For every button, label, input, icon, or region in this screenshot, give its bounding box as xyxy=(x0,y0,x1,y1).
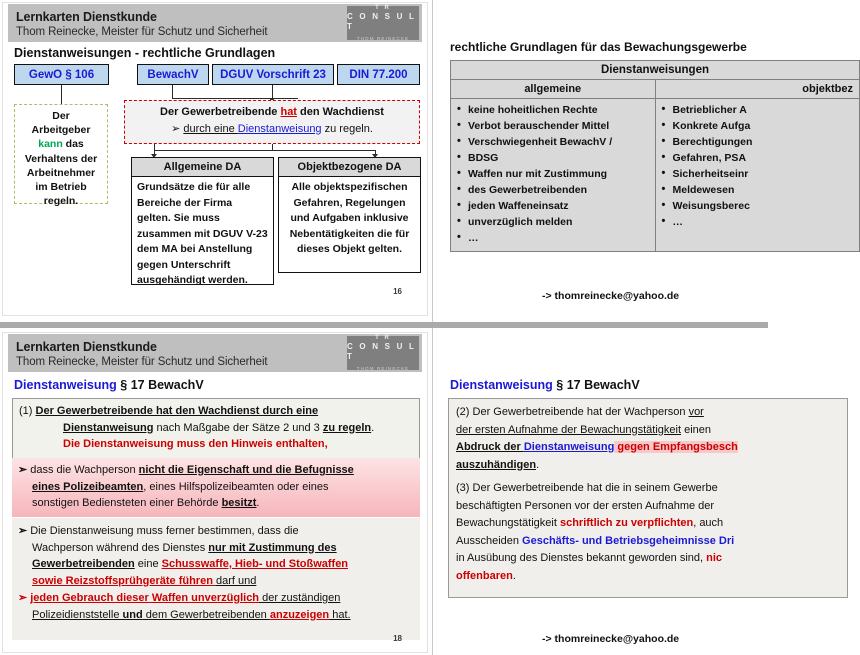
b3-t7: hat. xyxy=(329,608,351,621)
slide-19[interactable] xyxy=(436,330,768,655)
red-word-hat: hat xyxy=(280,106,297,118)
law-box-din[interactable]: DIN 77.200 xyxy=(337,64,420,85)
green-line-6: im Betrieb xyxy=(35,181,87,194)
b1-t6: besitzt xyxy=(221,497,257,509)
green-line-7: regeln. xyxy=(43,195,79,208)
slide-header-band xyxy=(8,4,422,42)
arrow-bullet-icon-red: ➢ xyxy=(18,592,28,604)
b2-t6: Schusswaffe, Hieb- und Stoßwaffen xyxy=(161,558,349,570)
p2-7: gegen Empfangsbesch xyxy=(614,441,738,453)
bullet-1-text xyxy=(18,462,414,512)
list-item-cont: • Berechtigungen xyxy=(662,135,856,150)
list-item-cont: • unverzüglich melden xyxy=(457,215,651,230)
p3-4: schriftlich zu verpflichten xyxy=(559,517,694,529)
b3-t6: anzuzeigen xyxy=(269,608,330,621)
list-item: • … xyxy=(457,231,651,246)
logo-line-tr: T R xyxy=(375,335,391,341)
p2-2: vor xyxy=(688,406,704,418)
p3-1: Der Gewerbetreibende hat die in seinem Gewerbe xyxy=(469,482,718,494)
p3-5: , auch xyxy=(693,517,724,529)
p2-5: Abdruck der xyxy=(456,441,524,453)
column-header-allgemeine: allgemeine xyxy=(451,80,655,99)
b3-t5: dem Gewerbetreibenden xyxy=(142,608,270,621)
list-item-cont: • des Gewerbetreibenden xyxy=(457,183,651,198)
table-objektbezogene-da[interactable] xyxy=(278,157,421,273)
p3-9: nic xyxy=(706,552,723,564)
b2-t3: nur mit Zustimmung des xyxy=(208,541,337,554)
red-line-2 xyxy=(129,121,415,138)
header-subtitle: Thom Reinecke, Meister für Schutz und Sicherheit xyxy=(16,356,268,368)
header-subtitle: Thom Reinecke, Meister für Schutz und Sicherheit xyxy=(16,26,268,38)
logo-line-consult: C O N S U L T xyxy=(347,342,416,361)
red-word-dienstanweisung: Dienstanweisung xyxy=(237,123,322,135)
b2-t8: darf und xyxy=(215,574,257,587)
list-item: • jeden Waffeneinsatz xyxy=(457,199,651,214)
arrow-bullet-icon: ➢ xyxy=(18,464,28,476)
b2-t4: Gewerbetreibenden xyxy=(32,558,135,570)
page-title-blue: Dienstanweisung xyxy=(450,378,553,392)
list-item: • … xyxy=(662,215,856,230)
p3-11: . xyxy=(512,569,516,582)
slide-header-band xyxy=(8,334,422,372)
connector-bewachv-down xyxy=(172,85,173,98)
page-number: 16 xyxy=(393,287,402,296)
p2-8: auszuhändigen xyxy=(456,458,537,471)
list-item: • Verbot berauschender Mittel xyxy=(457,119,651,134)
connector-gewo xyxy=(61,85,62,104)
para-1-line1: Der Gewerbetreibende hat den Wachdienst durch eine xyxy=(35,405,319,417)
green-line-1: Der xyxy=(52,110,70,122)
logo-line-tr: T R xyxy=(375,5,391,11)
bullets-2-3-box xyxy=(12,518,420,640)
b1-t2: nicht die Eigenschaft und die Befugnisse xyxy=(138,464,354,476)
para-3-number: (3) xyxy=(456,482,470,494)
list-item: • Verschwiegenheit BewachV / xyxy=(457,135,651,150)
b1-t3: eines Polizeibeamten xyxy=(32,480,144,493)
b3-t2: der zuständigen xyxy=(259,592,341,604)
slide-16[interactable] xyxy=(0,0,430,318)
b2-t1: Die Dienstanweisung muss ferner bestimmen, dass die xyxy=(30,525,299,537)
dienstanweisungen-table[interactable] xyxy=(450,60,860,252)
list-item-cont: • BDSG xyxy=(457,151,651,166)
para-1-number: (1) xyxy=(19,405,33,417)
list-item: • Gefahren, PSA xyxy=(662,151,856,166)
green-word-kann: kann xyxy=(38,138,63,151)
header-text-block xyxy=(8,4,347,42)
slide-18[interactable] xyxy=(0,330,430,655)
list-item: • Waffen nur mit Zustimmung xyxy=(457,167,651,182)
p2-9: . xyxy=(536,458,540,471)
table-columns xyxy=(451,80,859,251)
law-box-bewachv[interactable]: BewachV xyxy=(137,64,209,85)
b3-t3: Polizeidienststelle xyxy=(32,608,123,621)
page-title: rechtliche Grundlagen für das Bewachungsgewerbe xyxy=(450,40,747,54)
b2-t5: eine xyxy=(134,558,162,570)
list-item: • Betrieblicher A xyxy=(662,103,856,118)
table-column-allgemeine xyxy=(451,80,655,251)
column-header-objektbezogene: objektbez xyxy=(656,80,860,99)
b1-t1: dass die Wachperson xyxy=(30,464,139,476)
paragraph-2-3-box xyxy=(448,398,848,598)
red-l2-b: zu regeln. xyxy=(321,123,373,135)
list-item: • Konkrete Aufga xyxy=(662,119,856,134)
para-1-line2-u2: zu regeln xyxy=(322,421,372,434)
p3-10: offenbaren xyxy=(456,569,513,582)
slide-17[interactable] xyxy=(436,0,853,318)
p2-1: Der Gewerbetreibende hat der Wachperson xyxy=(469,406,689,418)
tr-consult-logo xyxy=(347,336,419,370)
red-mid: den Wachdienst xyxy=(296,106,384,118)
list-item: • Weisungsberec xyxy=(662,199,856,214)
law-box-dguv[interactable]: DGUV Vorschrift 23 xyxy=(212,64,334,85)
paragraph-1-box xyxy=(12,398,420,459)
table-allgemeine-header: Allgemeine DA xyxy=(132,158,273,177)
p3-6: Ausscheiden xyxy=(456,534,523,547)
red-lead: Der Gewerbetreibende xyxy=(160,106,281,118)
column-list-objektbezogene xyxy=(656,99,860,235)
header-text-block xyxy=(8,334,347,372)
table-objektbezogene-body: Alle objektspezifischen Gefahren, Regelungen und Aufgaben inklusive Nebentätigkeiten die für dieses Objekt gelten. xyxy=(289,181,410,255)
logo-line-name: THOM REINECKE xyxy=(356,36,410,41)
red-l2-a: durch eine xyxy=(183,123,238,135)
para-2-text xyxy=(456,404,840,474)
header-title: Lernkarten Dienstkunde xyxy=(16,10,157,24)
page-title-blue: Dienstanweisung xyxy=(14,378,117,392)
red-line-1 xyxy=(129,104,415,121)
p3-8: in Ausübung des Dienstes bekannt geworden sind, xyxy=(456,552,707,564)
logo-line-name: THOM REINECKE xyxy=(356,366,410,371)
b1-t5: sonstigen Bediensteten einer Behörde xyxy=(32,497,222,509)
b3-t1: jeden Gebrauch dieser Waffen unverzüglich xyxy=(30,592,260,604)
horizontal-divider xyxy=(0,322,768,328)
para-1-line2-end: . xyxy=(371,421,375,434)
p3-7: Geschäfts- und Betriebsgeheimnisse Dri xyxy=(522,534,735,547)
b3-t4: und xyxy=(122,608,143,621)
para-1-line2-plain: nach Maßgabe der Sätze 2 und 3 xyxy=(153,421,323,434)
page-number: 18 xyxy=(393,634,402,643)
page-title: Dienstanweisungen - rechtliche Grundlagen xyxy=(14,46,276,60)
para-1-text xyxy=(19,403,413,453)
b2-t2: Wachperson während des Dienstes xyxy=(32,541,209,554)
header-title: Lernkarten Dienstkunde xyxy=(16,340,157,354)
table-title: Dienstanweisungen xyxy=(451,61,859,80)
green-note-box xyxy=(14,104,108,208)
para-3-text xyxy=(456,480,840,585)
green-line-2: Arbeitgeber xyxy=(31,124,91,137)
green-line-5: Arbeitnehmer xyxy=(26,166,96,179)
para-1-line2-u1: Dienstanweisung xyxy=(63,421,154,434)
red-bullet-icon: ➢ xyxy=(171,123,181,135)
b1-t7: . xyxy=(256,497,260,509)
arrow-bullet-icon: ➢ xyxy=(18,525,28,537)
table-allgemeine-da[interactable] xyxy=(131,157,274,285)
law-box-gewo[interactable]: GewO § 106 xyxy=(14,64,109,85)
table-column-objektbezogene xyxy=(655,80,860,251)
bullet-2-text xyxy=(18,523,414,589)
list-item: • keine hoheitlichen Rechte xyxy=(457,103,651,118)
b2-t7: sowie Reizstoffsprühgeräte führen xyxy=(32,574,216,587)
green-line-3: das xyxy=(62,138,84,151)
red-rule-box xyxy=(124,100,420,144)
page-title xyxy=(14,378,204,392)
connector-red-span xyxy=(154,150,376,151)
list-item: • Meldewesen xyxy=(662,183,856,198)
p2-3: der ersten Aufnahme der Bewachungstätigkeit xyxy=(456,423,682,436)
table-objektbezogene-header: Objektbezogene DA xyxy=(279,158,420,177)
page-title-rest: § 17 BewachV xyxy=(116,378,204,392)
p2-6: Dienstanweisung xyxy=(523,441,615,453)
footer-email[interactable]: -> thomreinecke@yahoo.de xyxy=(542,290,680,302)
tr-consult-logo xyxy=(347,6,419,40)
bullet-1-box xyxy=(12,458,420,517)
p3-3: Bewachungstätigkeit xyxy=(456,517,560,529)
p2-4: einen xyxy=(681,423,712,436)
b1-t4: , eines Hilfspolizeibeamten oder eines xyxy=(143,480,329,493)
column-list-allgemeine xyxy=(451,99,655,251)
table-allgemeine-body: Grundsätze die für alle Bereiche der Firma gelten. Sie muss zusammen mit DGUV V-23 dem MA bei Anstellung gegen Unterschrift ausgehändigt werden. xyxy=(137,181,268,286)
page-title xyxy=(450,378,640,392)
para-2-number: (2) xyxy=(456,406,470,418)
logo-line-consult: C O N S U L T xyxy=(347,12,416,31)
page-title-rest: § 17 BewachV xyxy=(552,378,640,392)
para-1-line3-red: Die Dienstanweisung muss den Hinweis enthalten, xyxy=(63,438,328,450)
footer-email[interactable]: -> thomreinecke@yahoo.de xyxy=(542,633,680,645)
list-item-cont: • Sicherheitseinr xyxy=(662,167,856,182)
green-line-4: Verhaltens der xyxy=(24,152,98,165)
bullet-3-text xyxy=(18,590,414,623)
p3-2: beschäftigten Personen vor der ersten Aufnahme der xyxy=(456,499,715,512)
